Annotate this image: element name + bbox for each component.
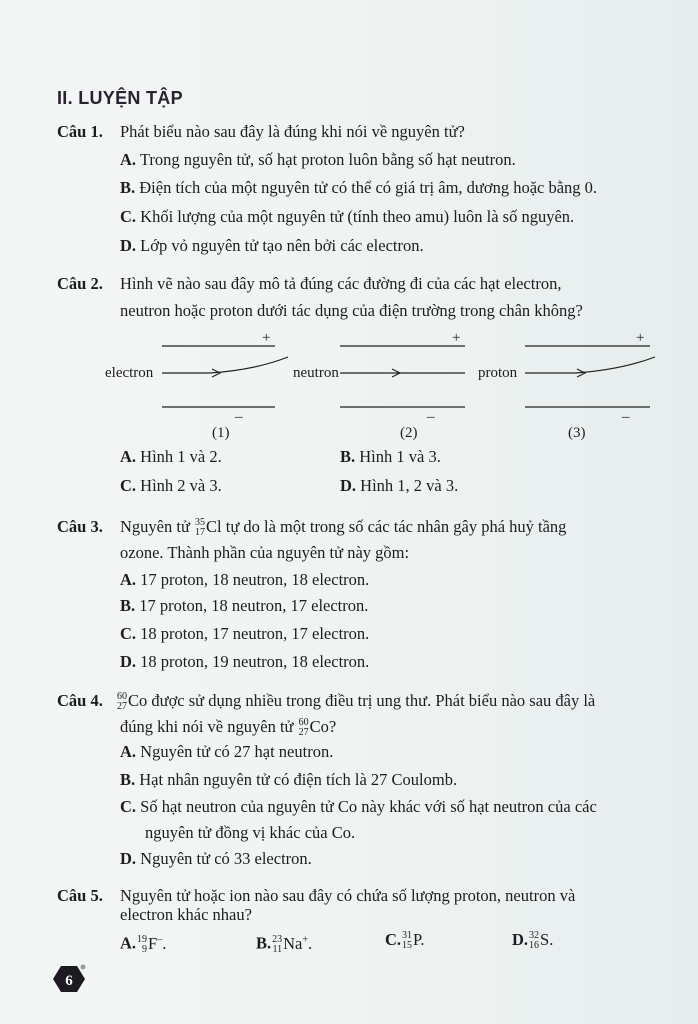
option-text: Hình 2 và 3. [140, 476, 222, 495]
electric-field-diagram [0, 320, 698, 445]
option-text: Số hạt neutron của nguyên tử Co này khác với số hạt neutron của các [140, 797, 597, 816]
question-text: Nguyên tử hoặc ion nào sau đây có chứa số lượng proton, neutron và [120, 886, 576, 905]
option-label: B. [120, 178, 136, 197]
mass-number: 32 [529, 930, 540, 942]
element-symbol: P [413, 930, 421, 949]
option-label: D. [120, 849, 137, 868]
option-b [340, 447, 441, 467]
figure-caption: (2) [400, 425, 418, 441]
figure-2 [293, 330, 465, 441]
option-label: B. [120, 770, 136, 789]
question-text: ozone. Thành phần của nguyên tử này gồm: [120, 543, 410, 562]
option-text: 18 proton, 19 neutron, 18 electron. [140, 652, 370, 671]
figure-1 [105, 330, 288, 441]
option-text: 17 proton, 18 neutron, 18 electron. [140, 570, 370, 589]
option-text: Điện tích của một nguyên tử có thể có giá trị âm, dương hoặc bằng 0. [139, 178, 598, 197]
element-symbol: Co [128, 691, 148, 710]
isotope-numbers [272, 935, 282, 955]
option-text: 17 proton, 18 neutron, 17 electron. [139, 596, 369, 615]
particle-label: proton [478, 365, 518, 381]
option-d [120, 849, 312, 869]
atomic-number: 11 [272, 943, 283, 955]
atomic-number: 9 [142, 943, 148, 955]
page-number: 6 [65, 973, 73, 989]
mass-number: 19 [137, 933, 148, 945]
atomic-number: 15 [402, 940, 413, 952]
text: Nguyên tử [120, 517, 190, 536]
minus-sign: – [427, 409, 435, 425]
text: tự do là một trong số các tác nhân gây phá huỷ tầng [225, 517, 567, 536]
atomic-number: 17 [195, 527, 206, 539]
element-symbol: F [148, 933, 158, 953]
mass-number: 35 [195, 517, 206, 529]
option-label: C. [120, 624, 137, 643]
ion-charge: + [302, 934, 309, 945]
atomic-number: 16 [529, 940, 540, 952]
isotope-numbers [195, 518, 205, 538]
option-c [120, 476, 222, 496]
minus-sign: – [622, 409, 630, 425]
option-a: A. 19 9 F–. [120, 933, 167, 955]
option-c [120, 207, 574, 227]
page-number-badge [52, 962, 86, 996]
option-label: A. [120, 570, 137, 589]
plus-sign: + [452, 330, 461, 346]
option-text: 18 proton, 17 neutron, 17 electron. [140, 624, 370, 643]
option-d [340, 476, 458, 496]
option-a [120, 742, 333, 762]
question-1 [57, 122, 103, 142]
decor-dot-icon [81, 965, 86, 970]
option-label: C. [120, 476, 137, 495]
element-symbol: S [540, 930, 550, 949]
option-text: Trong nguyên tử, số hạt proton luôn bằng số hạt neutron. [139, 150, 516, 169]
question-label: Câu 5. [57, 886, 103, 905]
mass-number: 31 [402, 930, 413, 942]
section-title: II. LUYỆN TẬP [57, 88, 183, 108]
option-label: C. [385, 930, 402, 949]
question-label: Câu 3. [57, 517, 103, 536]
question-text [120, 517, 566, 538]
plus-sign: + [262, 330, 271, 346]
option-c: C. 31 15 P. [385, 930, 425, 952]
element-symbol: Na [283, 933, 303, 953]
question-text [120, 717, 336, 738]
question-text: neutron hoặc proton dưới tác dụng của điện trường trong chân không? [120, 301, 583, 320]
option-text: Hạt nhân nguyên tử có điện tích là 27 Coulomb. [139, 770, 458, 789]
isotope-numbers [137, 935, 147, 955]
figure-caption: (1) [212, 425, 230, 441]
question-label: Câu 4. [57, 691, 103, 710]
option-b [120, 770, 457, 790]
option-label: A. [120, 447, 137, 466]
plus-sign: + [636, 330, 645, 346]
trajectory-path [162, 357, 288, 373]
option-a [120, 570, 369, 590]
mass-number: 23 [272, 933, 283, 945]
isotope-numbers [529, 931, 539, 951]
option-d: D. 32 16 S. [512, 930, 554, 952]
element-symbol: Cl [206, 517, 222, 536]
option-text: Hình 1, 2 và 3. [360, 476, 459, 495]
atomic-number: 27 [117, 701, 127, 713]
option-c [120, 624, 369, 644]
mass-number: 60 [117, 691, 127, 703]
option-label: D. [120, 652, 137, 671]
particle-label: electron [105, 365, 154, 381]
option-c [120, 797, 597, 817]
question-text: electron khác nhau? [120, 905, 252, 924]
option-label: D. [340, 476, 357, 495]
trajectory-path [525, 357, 655, 373]
isotope-numbers [299, 718, 309, 738]
figure-3 [478, 330, 655, 441]
option-b [120, 178, 597, 198]
option-b [120, 596, 368, 616]
option-a [120, 447, 222, 467]
question-text: Hình vẽ nào sau đây mô tả đúng các đường đi của các hạt electron, [120, 274, 562, 293]
mass-number: 60 [298, 717, 309, 729]
atomic-number: 27 [298, 727, 309, 739]
question-label: Câu 1. [57, 122, 103, 141]
option-text: Hình 1 và 3. [359, 447, 441, 466]
option-label: A. [120, 150, 137, 169]
option-b: B. 23 11 Na+. [256, 933, 313, 955]
option-label: B. [120, 596, 136, 615]
option-text: Nguyên tử có 33 electron. [140, 849, 312, 868]
option-label: C. [120, 207, 137, 226]
isotope-numbers [402, 931, 412, 951]
figure-caption: (3) [568, 425, 586, 441]
option-text: Lớp vỏ nguyên tử tạo nên bởi các electron. [140, 236, 424, 255]
minus-sign: – [235, 409, 243, 425]
option-text: nguyên tử đồng vị khác của Co. [145, 823, 356, 842]
option-label: B. [340, 447, 356, 466]
option-text: Nguyên tử có 27 hạt neutron. [140, 742, 334, 761]
option-label: D. [512, 930, 529, 949]
question-text: Phát biểu nào sau đây là đúng khi nói về nguyên tử? [120, 122, 465, 141]
option-d [120, 236, 424, 256]
text: đúng khi nói về nguyên tử [120, 717, 294, 736]
option-a [120, 150, 516, 170]
particle-label: neutron [293, 365, 339, 381]
option-label: C. [120, 797, 137, 816]
option-text: Hình 1 và 2. [140, 447, 222, 466]
option-label: A. [120, 933, 137, 953]
option-text: Khối lượng của một nguyên tử (tính theo amu) luôn là số nguyên. [140, 207, 575, 226]
question-text [116, 691, 595, 712]
question-label: Câu 2. [57, 274, 103, 293]
element-symbol: Co [309, 717, 329, 736]
isotope-numbers [117, 692, 127, 712]
text: ? [328, 717, 337, 736]
option-label: A. [120, 742, 137, 761]
option-label: D. [120, 236, 137, 255]
text: được sử dụng nhiều trong điều trị ung thư. Phát biểu nào sau đây là [151, 691, 596, 710]
option-label: B. [256, 933, 272, 953]
option-d [120, 652, 369, 672]
ion-charge: – [157, 934, 163, 945]
